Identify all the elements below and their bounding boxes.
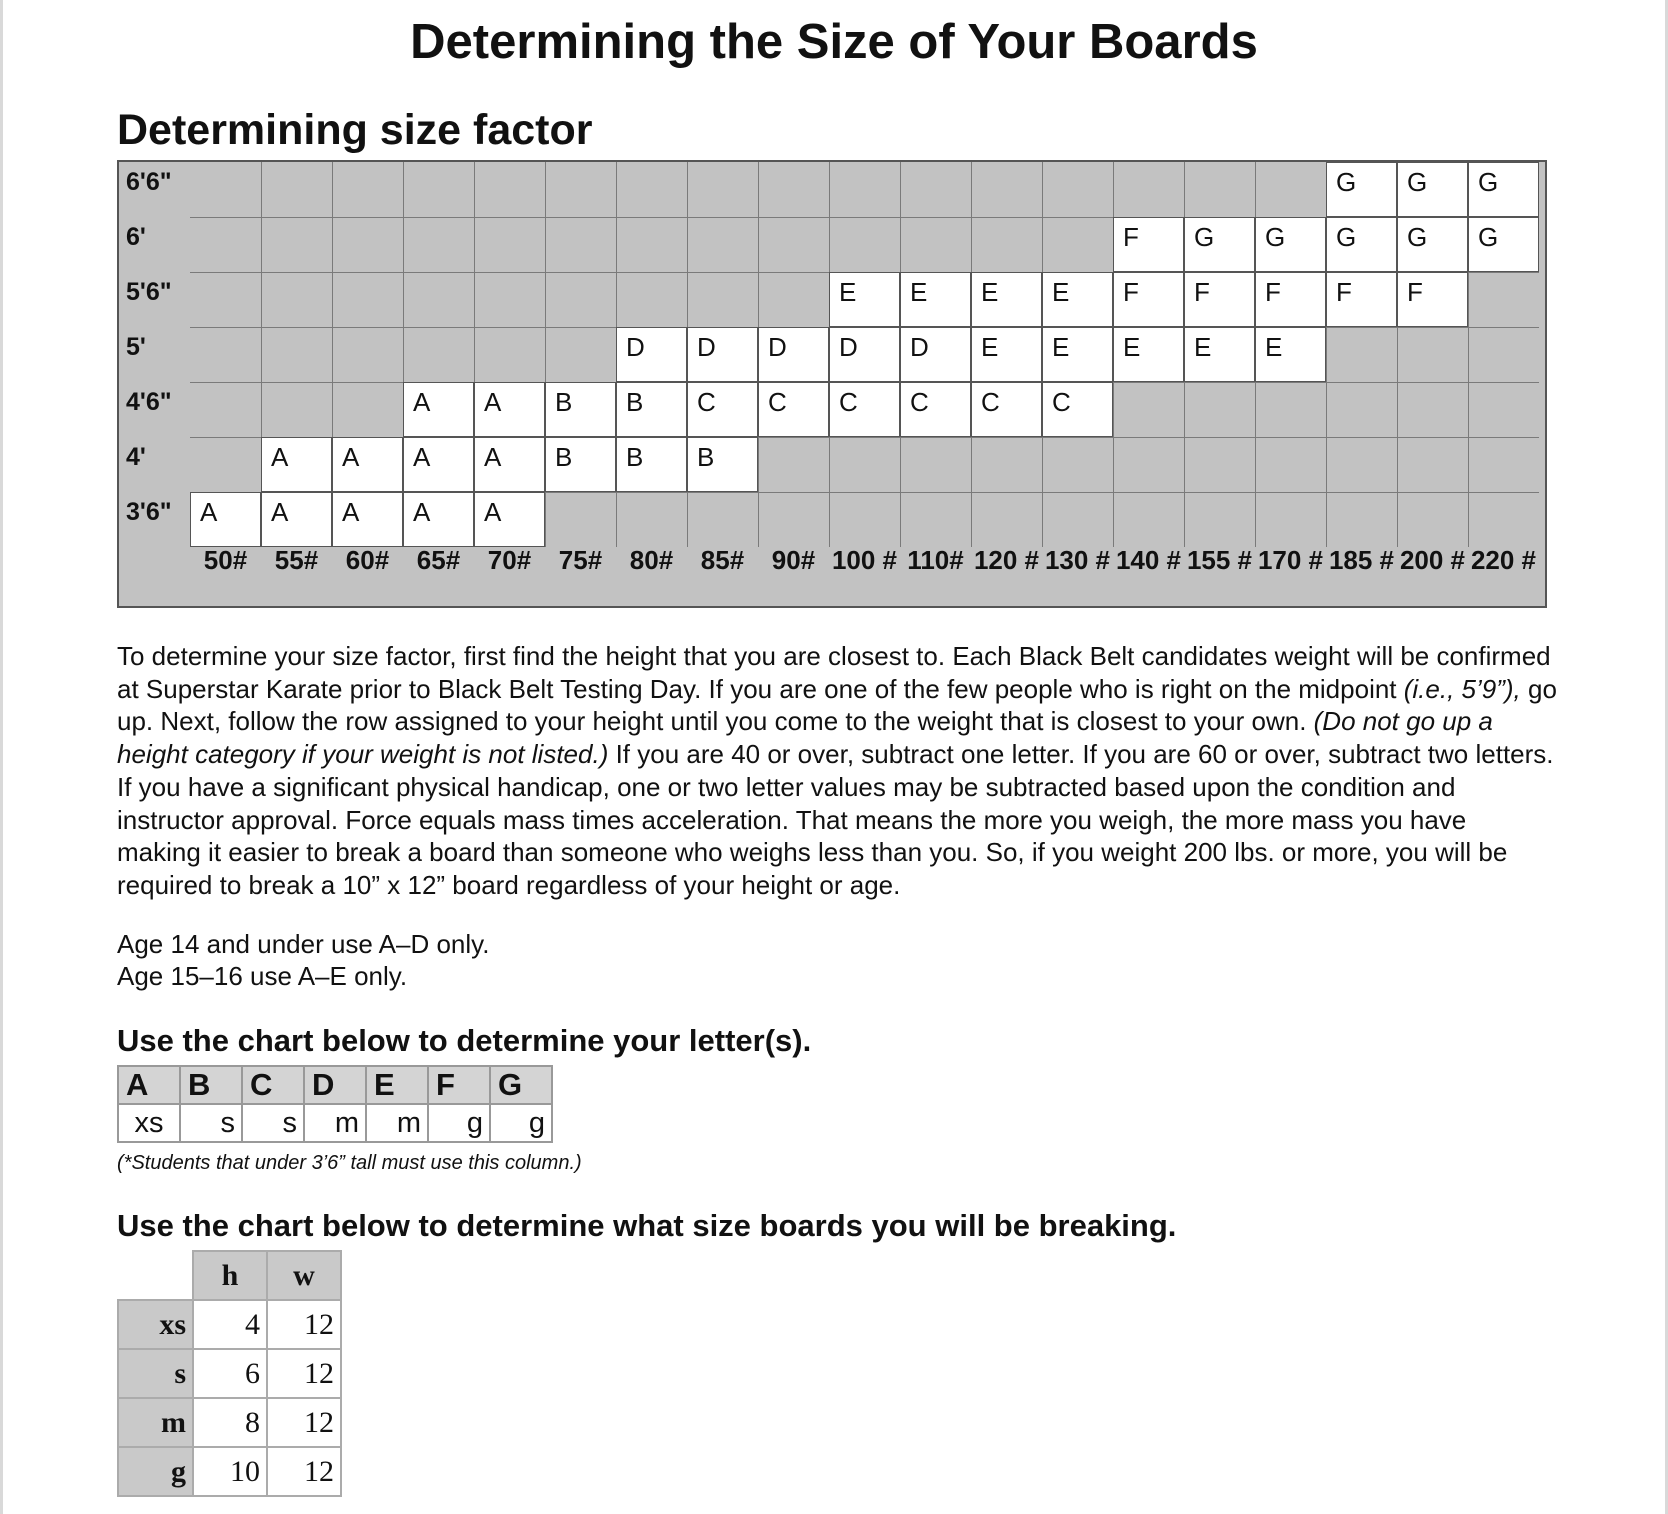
weight-label: 130 # [1044, 545, 1111, 575]
factor-cell: A [474, 437, 545, 492]
factor-cell: A [474, 492, 545, 547]
factor-cell-empty [971, 217, 1042, 272]
section-title: Determining size factor [117, 106, 593, 154]
factor-cell: F [1326, 272, 1397, 327]
factor-cell: A [332, 437, 403, 492]
factor-cell-empty [1042, 217, 1113, 272]
height-label: 4' [126, 443, 146, 471]
factor-cell-empty [1113, 382, 1184, 437]
factor-cell-empty [403, 217, 474, 272]
width-value: 12 [267, 1398, 341, 1447]
factor-cell-empty [616, 272, 687, 327]
width-value: 12 [267, 1349, 341, 1398]
factor-cell-empty [1184, 492, 1255, 547]
factor-cell-empty [1184, 382, 1255, 437]
width-value: 12 [267, 1300, 341, 1349]
instructions-paragraph [117, 640, 1557, 902]
factor-cell: G [1397, 162, 1468, 217]
letter-cell: B [180, 1066, 242, 1104]
factor-cell: E [1184, 327, 1255, 382]
weight-label: 85# [700, 545, 745, 575]
weight-label: 60# [345, 545, 390, 575]
height-value: 6 [193, 1349, 267, 1398]
size-factor-grid [117, 160, 1547, 608]
factor-cell-empty [545, 162, 616, 217]
factor-cell: D [758, 327, 829, 382]
factor-cell: E [900, 272, 971, 327]
factor-cell-empty [261, 162, 332, 217]
factor-cell-empty [900, 217, 971, 272]
size-cell: m [366, 1104, 428, 1142]
factor-cell-empty [403, 162, 474, 217]
factor-cell-empty [829, 492, 900, 547]
factor-cell-empty [616, 492, 687, 547]
factor-cell-empty [616, 162, 687, 217]
factor-cell-empty [1397, 492, 1468, 547]
row-header: s [118, 1349, 193, 1398]
factor-cell: B [545, 437, 616, 492]
table-row [118, 1349, 341, 1398]
letter-cell: D [304, 1066, 366, 1104]
factor-cell-empty [261, 217, 332, 272]
factor-cell-empty [261, 327, 332, 382]
factor-cell: F [1255, 272, 1326, 327]
factor-cell: A [332, 492, 403, 547]
age-note: Age 14 and under use A–D only. [117, 929, 490, 959]
weight-label: 110# [907, 545, 964, 575]
factor-cell-empty [1468, 437, 1539, 492]
factor-cell: G [1255, 217, 1326, 272]
factor-cell-empty [1255, 492, 1326, 547]
factor-cell-empty [971, 437, 1042, 492]
factor-cell-empty [403, 327, 474, 382]
factor-cell-empty [971, 492, 1042, 547]
factor-cell-empty [1397, 437, 1468, 492]
factor-cell-empty [1113, 492, 1184, 547]
factor-cell-empty [403, 272, 474, 327]
factor-cell: E [971, 327, 1042, 382]
factor-cell-empty [687, 492, 758, 547]
factor-cell-empty [545, 492, 616, 547]
factor-cell: A [403, 382, 474, 437]
factor-cell-empty [900, 162, 971, 217]
factor-cell: C [758, 382, 829, 437]
height-label: 3'6" [126, 498, 172, 526]
factor-cell: E [1255, 327, 1326, 382]
weight-label: 50# [203, 545, 248, 575]
factor-cell: G [1326, 162, 1397, 217]
factor-cell-empty [1042, 437, 1113, 492]
weight-label: 140 # [1115, 545, 1182, 575]
factor-cell-empty [1326, 437, 1397, 492]
factor-cell-empty [332, 217, 403, 272]
factor-cell-empty [190, 327, 261, 382]
page-title: Determining the Size of Your Boards [410, 15, 1258, 69]
factor-cell-empty [1255, 382, 1326, 437]
factor-cell-empty [971, 162, 1042, 217]
size-cell: g [490, 1104, 552, 1142]
factor-cell: G [1468, 217, 1539, 272]
factor-cell: A [474, 382, 545, 437]
factor-cell-empty [1397, 327, 1468, 382]
row-header: g [118, 1447, 193, 1496]
size-row [118, 1104, 552, 1142]
instructions-text-2: go up. Next, follow the row assigned to your height until you come to the weight that is closest to your own. [117, 673, 1557, 737]
factor-cell-empty [1468, 492, 1539, 547]
factor-cell: D [616, 327, 687, 382]
factor-cell-empty [1255, 162, 1326, 217]
height-label: 5' [126, 333, 146, 361]
size-cell: xs [118, 1104, 180, 1142]
factor-cell: F [1113, 217, 1184, 272]
factor-cell-empty [1326, 327, 1397, 382]
factor-cell-empty [545, 272, 616, 327]
weight-label: 75# [558, 545, 603, 575]
factor-cell-empty [190, 217, 261, 272]
weight-label: 155 # [1186, 545, 1253, 575]
letters-heading: Use the chart below to determine your letter(s). [117, 1023, 812, 1058]
instructions-text-1: To determine your size factor, first find the height that you are closest to. Each Black Belt candidates weight will be confirmed at Superstar Karate prior to Black Belt Testing Day. If you are one of the few people who is right on the midpoint [117, 641, 1551, 704]
factor-cell-empty [190, 382, 261, 437]
factor-cell-empty [1468, 327, 1539, 382]
factor-cell-empty [1397, 382, 1468, 437]
table-corner [118, 1251, 193, 1300]
factor-cell: A [261, 437, 332, 492]
column-header-h: h [193, 1251, 267, 1300]
row-header: xs [118, 1300, 193, 1349]
weight-label: 55# [274, 545, 319, 575]
factor-cell-empty [616, 217, 687, 272]
weight-label: 65# [416, 545, 461, 575]
factor-cell: A [261, 492, 332, 547]
letters-footnote: (*Students that under 3’6” tall must use this column.) [117, 1152, 582, 1174]
factor-cell: C [900, 382, 971, 437]
factor-cell-empty [1468, 382, 1539, 437]
board-header-row [118, 1251, 341, 1300]
weight-label: 120 # [973, 545, 1040, 575]
factor-cell-empty [1042, 492, 1113, 547]
size-cell: g [428, 1104, 490, 1142]
factor-cell: B [616, 382, 687, 437]
factor-cell-empty [758, 492, 829, 547]
factor-cell-empty [332, 162, 403, 217]
factor-cell: D [687, 327, 758, 382]
factor-cell-empty [1184, 162, 1255, 217]
factor-cell-empty [829, 437, 900, 492]
factor-cell-empty [261, 382, 332, 437]
factor-cell-empty [758, 217, 829, 272]
factor-cell: C [971, 382, 1042, 437]
weight-label: 220 # [1470, 545, 1537, 575]
factor-cell-empty [829, 162, 900, 217]
factor-cell-empty [332, 272, 403, 327]
factor-cell-empty [474, 217, 545, 272]
width-value: 12 [267, 1447, 341, 1496]
factor-cell-empty [545, 217, 616, 272]
age-note: Age 15–16 use A–E only. [117, 961, 408, 991]
factor-cell: E [1042, 327, 1113, 382]
weight-label: 170 # [1257, 545, 1324, 575]
weight-label: 90# [771, 545, 816, 575]
factor-cell-empty [1468, 272, 1539, 327]
factor-cell-empty [1113, 437, 1184, 492]
factor-cell: C [1042, 382, 1113, 437]
height-label: 6'6" [126, 168, 172, 196]
weight-label: 185 # [1328, 545, 1395, 575]
factor-cell: E [1113, 327, 1184, 382]
height-value: 10 [193, 1447, 267, 1496]
factor-cell: G [1184, 217, 1255, 272]
table-row [118, 1300, 341, 1349]
table-row [118, 1398, 341, 1447]
factor-cell: G [1326, 217, 1397, 272]
factor-cell: A [190, 492, 261, 547]
factor-cell-empty [190, 162, 261, 217]
factor-cell: C [829, 382, 900, 437]
factor-cell-empty [332, 327, 403, 382]
height-value: 8 [193, 1398, 267, 1447]
letter-cell: C [242, 1066, 304, 1104]
factor-cell-empty [190, 437, 261, 492]
factor-cell: F [1184, 272, 1255, 327]
factor-cell: B [687, 437, 758, 492]
factor-cell: E [829, 272, 900, 327]
boards-heading: Use the chart below to determine what size boards you will be breaking. [117, 1208, 1177, 1243]
letter-cell: E [366, 1066, 428, 1104]
height-label: 6' [126, 223, 146, 251]
factor-cell-empty [545, 327, 616, 382]
factor-cell-empty [758, 437, 829, 492]
factor-cell-empty [900, 437, 971, 492]
factor-cell: D [900, 327, 971, 382]
factor-cell-empty [190, 272, 261, 327]
weight-label: 80# [629, 545, 674, 575]
weight-label: 70# [487, 545, 532, 575]
factor-cell: D [829, 327, 900, 382]
instructions-italic-1: (i.e., 5’9”), [1403, 673, 1521, 704]
letter-cell: A [118, 1066, 180, 1104]
size-cell: s [242, 1104, 304, 1142]
factor-cell: F [1113, 272, 1184, 327]
factor-cell: B [545, 382, 616, 437]
factor-cell-empty [1184, 437, 1255, 492]
size-cell: m [304, 1104, 366, 1142]
factor-cell: A [403, 437, 474, 492]
factor-cell-empty [332, 382, 403, 437]
instructions-italic-2: (Do not go up a height category if your weight is not listed.) [117, 706, 1493, 770]
table-row [118, 1447, 341, 1496]
factor-cell-empty [1255, 437, 1326, 492]
factor-cell: A [403, 492, 474, 547]
factor-cell-empty [1326, 492, 1397, 547]
letter-row [118, 1066, 552, 1104]
height-label: 5'6" [126, 278, 172, 306]
factor-cell-empty [900, 492, 971, 547]
instructions-text-3: If you are 40 or over, subtract one letter. If you are 60 or over, subtract two letters. If you have a significant physical handicap, one or two letter values may be subtracted based upon the condition and instructor approval. Force equals mass times acceleration. That means the more you weigh, the more mass you have making it easier to break a board than someone who weighs less than you. So, if you weight 200 lbs. or more, you will be required to break a 10” x 12” board regardless of your height or age. [117, 739, 1554, 900]
factor-cell-empty [261, 272, 332, 327]
letter-cell: F [428, 1066, 490, 1104]
factor-cell: G [1397, 217, 1468, 272]
factor-cell-empty [758, 162, 829, 217]
factor-cell-empty [758, 272, 829, 327]
factor-cell-empty [687, 217, 758, 272]
weight-label: 100 # [831, 545, 898, 575]
factor-cell-empty [1042, 162, 1113, 217]
factor-cell-empty [687, 272, 758, 327]
column-header-w: w [267, 1251, 341, 1300]
size-cell: s [180, 1104, 242, 1142]
row-header: m [118, 1398, 193, 1447]
factor-cell-empty [474, 327, 545, 382]
factor-cell: E [971, 272, 1042, 327]
age-notes [117, 928, 489, 992]
height-label: 4'6" [126, 388, 172, 416]
factor-cell-empty [474, 162, 545, 217]
factor-cell-empty [687, 162, 758, 217]
factor-cell: C [687, 382, 758, 437]
factor-cell-empty [1113, 162, 1184, 217]
letter-size-table [117, 1065, 553, 1143]
factor-cell-empty [474, 272, 545, 327]
factor-cell-empty [829, 217, 900, 272]
weight-label: 200 # [1399, 545, 1466, 575]
height-value: 4 [193, 1300, 267, 1349]
factor-cell-empty [1326, 382, 1397, 437]
factor-cell: B [616, 437, 687, 492]
board-size-table [117, 1250, 342, 1497]
letter-cell: G [490, 1066, 552, 1104]
page-edge-left [0, 0, 3, 1514]
factor-cell: E [1042, 272, 1113, 327]
factor-cell: F [1397, 272, 1468, 327]
factor-cell: G [1468, 162, 1539, 217]
